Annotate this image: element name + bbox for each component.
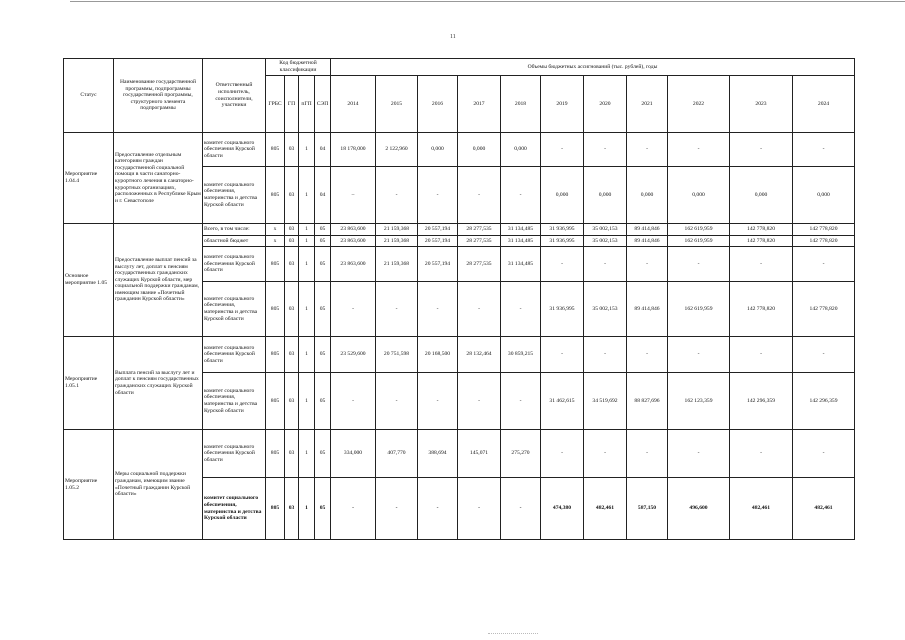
cell-value: 31 936,995: [541, 282, 584, 337]
cell-value: -: [668, 247, 730, 282]
row-executor: Всего, в том числе:: [203, 224, 266, 236]
header-status: Статус: [64, 59, 114, 133]
cell-grbs: 805: [266, 282, 285, 337]
cell-value: 145,071: [458, 430, 501, 478]
cell-value: 0,000: [793, 167, 855, 224]
cell-value: 20 557,194: [418, 247, 458, 282]
cell-value: 162 619,959: [668, 224, 730, 236]
cell-value: -: [541, 430, 584, 478]
cell-value: 35 002,153: [584, 282, 627, 337]
cell-gp: 03: [285, 224, 299, 236]
cell-gp: 03: [285, 478, 299, 540]
cell-value: -: [458, 282, 501, 337]
cell-pgp: 1: [299, 478, 315, 540]
page-number: 11: [450, 34, 456, 40]
cell-pgp: 1: [299, 133, 315, 167]
row-name: Выплата пенсий за выслугу лет и доплат к пенсиям государственных гражданских служащих Курской области: [114, 337, 203, 430]
cell-value: 30 859,215: [501, 337, 541, 373]
cell-pgp: 1: [299, 247, 315, 282]
cell-value: -: [541, 133, 584, 167]
cell-value: -: [458, 478, 501, 540]
cell-value: 20 557,194: [418, 224, 458, 236]
cell-value: -: [730, 247, 793, 282]
cell-value: -: [668, 133, 730, 167]
header-year-2020: 2020: [584, 76, 627, 133]
cell-value: 496,600: [668, 478, 730, 540]
cell-value: 21 159,368: [376, 247, 418, 282]
cell-value: 23 863,600: [331, 247, 376, 282]
cell-grbs: 805: [266, 373, 285, 430]
cell-osm: 05: [315, 478, 331, 540]
cell-value: 23 529,600: [331, 337, 376, 373]
cell-value: -: [793, 430, 855, 478]
cell-value: 162 619,959: [668, 282, 730, 337]
cell-gp: 03: [285, 430, 299, 478]
cell-value: 21 159,368: [376, 236, 418, 247]
header-year-2019: 2019: [541, 76, 584, 133]
cell-grbs: x: [266, 236, 285, 247]
cell-value: 0,000: [730, 167, 793, 224]
header-volumes: Объемы бюджетных ассигнований (тыс. рублей), годы: [331, 59, 855, 76]
row-status: Мероприятие 1.05.1: [64, 337, 114, 430]
cell-value: -: [458, 167, 501, 224]
row-executor: комитет социального обеспечения, материнства и детства Курской области: [203, 282, 266, 337]
table-row: [64, 224, 855, 236]
cell-grbs: 805: [266, 337, 285, 373]
row-executor: областной бюджет: [203, 236, 266, 247]
cell-value: -: [793, 247, 855, 282]
cell-value: 142 778,820: [793, 236, 855, 247]
row-executor: комитет социального обеспечения Курской области: [203, 337, 266, 373]
cell-value: 20 168,500: [418, 337, 458, 373]
cell-value: -: [418, 373, 458, 430]
cell-value: 587,150: [627, 478, 668, 540]
cell-osm: 05: [315, 247, 331, 282]
cell-value: 0,000: [584, 167, 627, 224]
cell-value: 482,461: [584, 478, 627, 540]
cell-pgp: 1: [299, 167, 315, 224]
row-status: Мероприятие 1.04.4: [64, 133, 114, 224]
header-year-2018: 2018: [501, 76, 541, 133]
cell-osm: 04: [315, 167, 331, 224]
cell-value: 142 778,820: [730, 282, 793, 337]
header-year-2021: 2021: [627, 76, 668, 133]
cell-value: -: [627, 337, 668, 373]
cell-value: -: [627, 430, 668, 478]
header-pgp: пГП: [299, 76, 315, 133]
cell-value: 34 519,692: [584, 373, 627, 430]
cell-value: 35 002,153: [584, 224, 627, 236]
cell-osm: 05: [315, 430, 331, 478]
cell-value: 31 936,995: [541, 236, 584, 247]
cell-value: -: [730, 337, 793, 373]
cell-value: 407,770: [376, 430, 418, 478]
row-executor: комитет социального обеспечения Курской области: [203, 247, 266, 282]
cell-pgp: 1: [299, 337, 315, 373]
cell-value: 89 414,846: [627, 236, 668, 247]
cell-value: -: [793, 337, 855, 373]
page-top-line: [70, 1, 905, 2]
cell-value: -: [418, 282, 458, 337]
cell-gp: 03: [285, 247, 299, 282]
cell-value: -: [584, 430, 627, 478]
row-name: Предоставление отдельным категориям граждан государственной социальной помощи в части санаторно-курортного лечения в санаторно-курортных организациях, расположенных в Республике Крым и г. Севастополе: [114, 133, 203, 224]
cell-value: 31 134,485: [501, 236, 541, 247]
cell-value: -: [376, 167, 418, 224]
cell-value: 0,000: [668, 167, 730, 224]
cell-grbs: 805: [266, 247, 285, 282]
header-code-group: Код бюджетной классификации: [266, 59, 331, 76]
cell-value: 31 134,485: [501, 247, 541, 282]
cell-value: 142 778,820: [793, 224, 855, 236]
cell-osm: 05: [315, 373, 331, 430]
cell-pgp: 1: [299, 236, 315, 247]
header-year-2017: 2017: [458, 76, 501, 133]
cell-value: -: [501, 373, 541, 430]
cell-value: -: [376, 282, 418, 337]
cell-value: 21 159,368: [376, 224, 418, 236]
table-row: [64, 133, 855, 167]
header-year-2023: 2023: [730, 76, 793, 133]
row-executor: комитет социального обеспечения, материнства и детства Курской области: [203, 167, 266, 224]
row-name: Меры социальной поддержки гражданам, имеющим звание «Почетный гражданин Курской области»: [114, 430, 203, 540]
cell-value: -: [376, 373, 418, 430]
cell-value: -: [331, 282, 376, 337]
cell-value: 89 414,846: [627, 282, 668, 337]
cell-value: -: [458, 373, 501, 430]
cell-value: 31 462,615: [541, 373, 584, 430]
cell-value: -: [668, 430, 730, 478]
cell-value: 142 296,359: [793, 373, 855, 430]
header-year-2024: 2024: [793, 76, 855, 133]
cell-value: -: [584, 247, 627, 282]
header-year-2016: 2016: [418, 76, 458, 133]
cell-value: 20 751,598: [376, 337, 418, 373]
cell-value: -: [627, 133, 668, 167]
cell-value: -: [376, 478, 418, 540]
cell-value: -: [627, 247, 668, 282]
cell-osm: 05: [315, 236, 331, 247]
cell-grbs: 805: [266, 167, 285, 224]
cell-value: 142 778,820: [730, 236, 793, 247]
cell-value: 0,000: [418, 133, 458, 167]
cell-grbs: 805: [266, 430, 285, 478]
cell-value: -: [501, 282, 541, 337]
cell-value: 275,270: [501, 430, 541, 478]
cell-value: 18 178,000: [331, 133, 376, 167]
cell-value: 31 134,485: [501, 224, 541, 236]
cell-value: 89 414,846: [627, 224, 668, 236]
cell-value: 142 296,359: [730, 373, 793, 430]
cell-pgp: 1: [299, 282, 315, 337]
cell-value: 162 619,959: [668, 236, 730, 247]
cell-value: 88 827,696: [627, 373, 668, 430]
cell-value: 28 277,535: [458, 224, 501, 236]
cell-value: -: [668, 337, 730, 373]
row-executor: комитет социального обеспечения Курской области: [203, 133, 266, 167]
cell-value: -: [584, 337, 627, 373]
cell-gp: 03: [285, 236, 299, 247]
cell-value: -: [501, 478, 541, 540]
cell-grbs: 805: [266, 133, 285, 167]
cell-value: 23 863,600: [331, 224, 376, 236]
row-executor: комитет социального обеспечения, материнства и детства Курской области: [203, 478, 266, 540]
cell-osm: 05: [315, 282, 331, 337]
cell-value: 388,694: [418, 430, 458, 478]
budget-table: [63, 58, 855, 540]
cell-value: 482,461: [730, 478, 793, 540]
header-year-2015: 2015: [376, 76, 418, 133]
row-executor: комитет социального обеспечения, материнства и детства Курской области: [203, 373, 266, 430]
cell-value: -: [331, 373, 376, 430]
cell-value: -: [730, 133, 793, 167]
cell-value: 0,000: [541, 167, 584, 224]
cell-pgp: 1: [299, 373, 315, 430]
cell-value: 28 277,535: [458, 236, 501, 247]
cell-grbs: 805: [266, 478, 285, 540]
cell-value: 0,000: [501, 133, 541, 167]
cell-value: -: [331, 478, 376, 540]
cell-value: -: [501, 167, 541, 224]
row-executor: комитет социального обеспечения Курской области: [203, 430, 266, 478]
cell-value: 162 123,359: [668, 373, 730, 430]
cell-value: -: [541, 337, 584, 373]
cell-value: 142 778,820: [730, 224, 793, 236]
header-name: Наименование государственной программы, подпрограммы государственной программы, структурного элемента подпрограммы: [114, 59, 203, 133]
cell-osm: 05: [315, 337, 331, 373]
cell-osm: 05: [315, 224, 331, 236]
cell-value: 31 936,995: [541, 224, 584, 236]
cell-value: -: [584, 133, 627, 167]
row-status: Мероприятие 1.05.2: [64, 430, 114, 540]
cell-value: 20 557,194: [418, 236, 458, 247]
cell-gp: 03: [285, 282, 299, 337]
cell-pgp: 1: [299, 430, 315, 478]
header-grbs: ГРБС: [266, 76, 285, 133]
cell-value: 28 132,464: [458, 337, 501, 373]
header-executor: Ответственный исполнитель, соисполнители, участники: [203, 59, 266, 133]
cell-value: 35 002,153: [584, 236, 627, 247]
cell-value: 474,380: [541, 478, 584, 540]
cell-value: -: [541, 247, 584, 282]
cell-value: 334,000: [331, 430, 376, 478]
cell-value: -: [730, 430, 793, 478]
cell-pgp: 1: [299, 224, 315, 236]
cell-value: 142 778,820: [793, 282, 855, 337]
cell-value: -: [418, 167, 458, 224]
cell-grbs: x: [266, 224, 285, 236]
cell-value: 0,000: [458, 133, 501, 167]
row-status: Основное мероприятие 1.05: [64, 224, 114, 337]
scan-artifact: [488, 633, 538, 637]
cell-value: 0,000: [627, 167, 668, 224]
header-gp: ГП: [285, 76, 299, 133]
table-row: [64, 337, 855, 373]
cell-osm: 04: [315, 133, 331, 167]
cell-value: –: [331, 167, 376, 224]
header-osm: СЭП: [315, 76, 331, 133]
cell-value: 28 277,535: [458, 247, 501, 282]
cell-value: -: [418, 478, 458, 540]
cell-value: 482,461: [793, 478, 855, 540]
cell-value: 23 863,600: [331, 236, 376, 247]
cell-value: 2 122,960: [376, 133, 418, 167]
header-year-2022: 2022: [668, 76, 730, 133]
header-year-2014: 2014: [331, 76, 376, 133]
row-name: Предоставление выплат пенсий за выслугу лет, доплат к пенсиям государственных гражданских служащих Курской области, мер социальной поддержки гражданам, имеющим звание «Почетный гражданин Курской области»: [114, 224, 203, 337]
cell-gp: 03: [285, 373, 299, 430]
table-row: [64, 430, 855, 478]
cell-gp: 03: [285, 133, 299, 167]
cell-gp: 03: [285, 167, 299, 224]
cell-gp: 03: [285, 337, 299, 373]
cell-value: -: [793, 133, 855, 167]
